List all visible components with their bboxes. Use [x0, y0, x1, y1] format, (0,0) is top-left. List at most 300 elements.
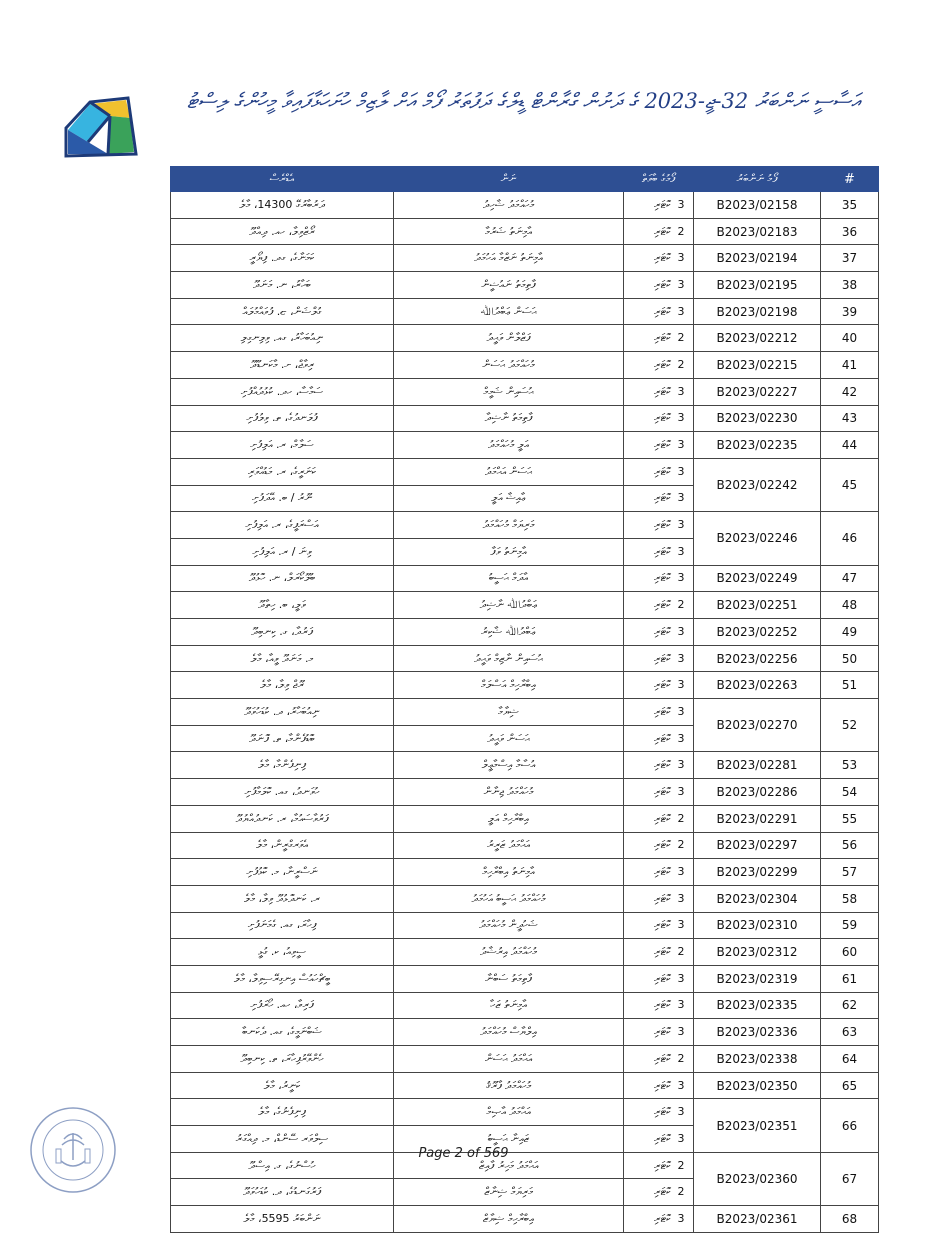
form-type [624, 565, 694, 592]
form-type-grade: 3 [677, 1025, 685, 1039]
form-type-category: ކޮޓަރި [654, 464, 671, 478]
applicant-address: ބުލޫކޯރަލް، ނ. ހޮޅުދޫ [171, 565, 394, 592]
table-row [171, 939, 879, 966]
form-type-grade: 3 [677, 704, 685, 718]
applicant-address: ސަމާސާ، ހދ. ކުޅުދުއްފުށި [171, 378, 394, 405]
form-type-category: ކޮޓަރި [654, 918, 671, 932]
form-type-category: ކޮޓަރި [654, 438, 671, 452]
row-number: 62 [821, 992, 879, 1019]
form-type-grade: 3 [677, 384, 685, 398]
applicant-name: އުސާމާ އިސްމާޢީލް [394, 752, 624, 779]
applicant-name: އާމިނަތު ޝަރުމާ [394, 218, 624, 245]
applicant-name: އިބްރާހިމް އަސްލަމް [394, 672, 624, 699]
applicant-address: ނިއުބަހާރު، ގއ. ވިލިނގިލި [171, 325, 394, 352]
form-type [624, 245, 694, 272]
form-number: B2023/02319 [694, 965, 821, 992]
applicant-address: ނަސްރީނާ، މ. ކޮޅުފުށި [171, 859, 394, 886]
applicant-address: ނޫރު / ބ. އޭދަފުށި [171, 485, 394, 512]
form-type-category: ކޮޓަރި [654, 1158, 671, 1172]
form-number: B2023/02263 [694, 672, 821, 699]
form-number: B2023/02351 [694, 1099, 821, 1152]
table-row [171, 1046, 879, 1073]
form-type-grade: 3 [677, 758, 685, 772]
applicant-address: ހުސްނުގެ، ގ. އިސްދޫ [171, 1152, 394, 1179]
table-row [171, 1019, 879, 1046]
applicant-name: އިލްޔާސް މުހައްމަދު [394, 1019, 624, 1046]
applicant-address: ކަމަނާގެ، ގދ. ފިޔޯރީ [171, 245, 394, 272]
row-number: 67 [821, 1152, 879, 1205]
form-type [624, 1072, 694, 1099]
form-type-grade: 2 [677, 1158, 685, 1172]
applicant-address: ވިނަ / ރ. އަލިފުށި [171, 538, 394, 565]
form-type-grade: 3 [677, 624, 685, 638]
form-type-category: ކޮޓަރި [654, 998, 671, 1012]
form-type-category: ކޮޓަރި [654, 304, 671, 318]
form-type-category: ކޮޓަރި [654, 598, 671, 612]
form-type [624, 1179, 694, 1206]
table-row [171, 432, 879, 459]
form-type-grade: 3 [677, 197, 685, 211]
form-type [624, 725, 694, 752]
logo-icon [64, 96, 148, 158]
applicant-name: މުހައްމަދު ޖިނާން [394, 779, 624, 806]
form-type [624, 538, 694, 565]
applicant-address: ރިވާޖް، ށ. މާކަނޑޫދޫ [171, 352, 394, 379]
form-number: B2023/02227 [694, 378, 821, 405]
table-row [171, 245, 879, 272]
form-type-category: ކޮޓަރި [654, 971, 671, 985]
form-type-category: ކޮޓަރި [654, 197, 671, 211]
form-number: B2023/02194 [694, 245, 821, 272]
form-number: B2023/02212 [694, 325, 821, 352]
form-number: B2023/02281 [694, 752, 821, 779]
form-type-grade: 3 [677, 1078, 685, 1092]
table-row [171, 512, 879, 539]
applicant-name: އާމިނަތު ޒަހާ [394, 992, 624, 1019]
row-number: 68 [821, 1206, 879, 1233]
form-type-grade: 3 [677, 1105, 685, 1119]
form-type-grade: 3 [677, 971, 685, 985]
applicant-address: ފިނިފެނުގެ، މާލެ [171, 1099, 394, 1126]
row-number: 64 [821, 1046, 879, 1073]
applicant-name: އަޙްމަދު އާޞިމް [394, 1099, 624, 1126]
row-number: 51 [821, 672, 879, 699]
applicant-address: ސަލާމް، ރ. އަލިފުށި [171, 432, 394, 459]
table-row [171, 218, 879, 245]
form-type [624, 592, 694, 619]
applicant-name: މަރިޔަމް މުހައްމަދު [394, 512, 624, 539]
form-type-category: ކޮޓަރި [654, 945, 671, 959]
row-number: 49 [821, 619, 879, 646]
applicant-address: ބަހާރު، ނ. މަނަދޫ [171, 272, 394, 299]
form-type [624, 752, 694, 779]
form-type-category: ކޮޓަރި [654, 277, 671, 291]
applicant-name: އަޙްމަދު މަހިރު ފާއިޒް [394, 1152, 624, 1179]
form-type [624, 645, 694, 672]
form-number: B2023/02350 [694, 1072, 821, 1099]
col-header-number: # [821, 167, 879, 192]
applicant-name: މުހައްމަދު ޙަސަން [394, 352, 624, 379]
row-number: 56 [821, 832, 879, 859]
form-type [624, 378, 694, 405]
form-type-category: ކޮޓަރި [654, 1211, 671, 1225]
applicant-address: ކަނަރީގެ، ރ. މަޑުއްވަރި [171, 458, 394, 485]
table-row [171, 672, 879, 699]
table-row [171, 378, 879, 405]
applicant-name: އާމިނަތު އިބްރާހިމް [394, 859, 624, 886]
row-number: 66 [821, 1099, 879, 1152]
table-row [171, 1206, 879, 1233]
form-type [624, 859, 694, 886]
row-number: 42 [821, 378, 879, 405]
form-type-category: ކޮޓަރި [654, 544, 671, 558]
applicant-address: އެވަރގްރީން، މާލެ [171, 832, 394, 859]
form-type-category: ކޮޓަރި [654, 678, 671, 692]
applicant-name: ފަޒްލާން ވަޙީދު [394, 325, 624, 352]
form-number: B2023/02195 [694, 272, 821, 299]
form-number: B2023/02246 [694, 512, 821, 565]
row-number: 52 [821, 699, 879, 752]
row-number: 61 [821, 965, 879, 992]
table-row [171, 699, 879, 726]
form-type [624, 512, 694, 539]
row-number: 58 [821, 885, 879, 912]
form-number: B2023/02251 [694, 592, 821, 619]
form-type [624, 298, 694, 325]
page-title: އަސާސީ ނަންބަރު 32-ޖީ-2023 ގެ ދަށުން ގްރާންޓް ޑީލްގެ ދަފުތަރު ފޯމް އަށް ލާޒިމް ހުށަހަޅާފައިވާ މީހުންގެ ލިސްޓު [187, 89, 860, 113]
form-type-grade: 3 [677, 464, 685, 478]
applicant-name: އާމިނަތު ވަފާ [394, 538, 624, 565]
form-type-grade: 3 [677, 544, 685, 558]
form-type-category: ކޮޓަރި [654, 224, 671, 238]
applicant-name: ފާތިމަތު ނައުޝީން [394, 272, 624, 299]
form-type-grade: 3 [677, 518, 685, 532]
applicant-address: ފުލަނދުގެ، ތ. ވިލުފުށި [171, 405, 394, 432]
form-type-category: ކޮޓަރި [654, 811, 671, 825]
form-type-grade: 2 [677, 811, 685, 825]
form-number: B2023/02291 [694, 805, 821, 832]
row-number: 45 [821, 458, 879, 511]
form-type-grade: 3 [677, 678, 685, 692]
table-row [171, 272, 879, 299]
form-number: B2023/02304 [694, 885, 821, 912]
form-type [624, 939, 694, 966]
table-row [171, 325, 879, 352]
applicant-name: ޙުސައިން ނާޒިމް ވަޙީދު [394, 645, 624, 672]
table-row [171, 752, 879, 779]
form-type [624, 458, 694, 485]
form-type-grade: 3 [677, 918, 685, 932]
applicant-address: ފިހާރަ، ގއ. ގެމަނަފުށި [171, 912, 394, 939]
applicant-address: ރޯޒްވިލާ، ހއ. ދިއްދޫ [171, 218, 394, 245]
form-type-grade: 3 [677, 1211, 685, 1225]
table-row [171, 912, 879, 939]
form-type [624, 1019, 694, 1046]
form-type-grade: 3 [677, 998, 685, 1012]
applicant-name: އާދަމް ޙަސީބު [394, 565, 624, 592]
applicant-address: ފިނިފެންމާ، މާލެ [171, 752, 394, 779]
applicant-address: ސީވިއު، ކ. ގުޅީ [171, 939, 394, 966]
applicants-table [170, 166, 879, 1233]
form-type-grade: 2 [677, 224, 685, 238]
applicant-name: މުހައްމަދު އިރުޝާދު [394, 939, 624, 966]
row-number: 44 [821, 432, 879, 459]
form-type [624, 672, 694, 699]
form-type-grade: 3 [677, 251, 685, 265]
form-type-grade: 3 [677, 784, 685, 798]
applicant-name: ޙަސަން އަޙްމަދު [394, 458, 624, 485]
applicant-address: ނިއުބަހާރު، ދ. ކުޑަހުވަދޫ [171, 699, 394, 726]
form-type-grade: 2 [677, 357, 685, 371]
table-row [171, 832, 879, 859]
row-number: 55 [821, 805, 879, 832]
table-header-row [171, 167, 879, 192]
form-type [624, 352, 694, 379]
form-type [624, 325, 694, 352]
applicant-name: ޝަހުދީން މުހައްމަދު [394, 912, 624, 939]
form-type [624, 485, 694, 512]
form-number: B2023/02242 [694, 458, 821, 511]
table-row [171, 965, 879, 992]
form-type-category: ކޮޓަރި [654, 865, 671, 879]
row-number: 63 [821, 1019, 879, 1046]
row-number: 41 [821, 352, 879, 379]
row-number: 35 [821, 192, 879, 219]
applicant-address: ދަރުބާރުގޭ 14300، މާލެ [171, 192, 394, 219]
row-number: 37 [821, 245, 879, 272]
form-type-grade: 3 [677, 571, 685, 585]
applicant-address: ހެންވޭރުފިހާރަ، ތ. ކިނބިދޫ [171, 1046, 394, 1073]
form-type [624, 885, 694, 912]
form-type-grade: 2 [677, 1185, 685, 1199]
form-type-category: ކޮޓަރި [654, 1078, 671, 1092]
applicant-name: ފާތިމަތު ސަބްނާ [394, 965, 624, 992]
applicant-name: ޝިޔާމާ [394, 699, 624, 726]
form-number: B2023/02215 [694, 352, 821, 379]
form-number: B2023/02299 [694, 859, 821, 886]
form-number: B2023/02297 [694, 832, 821, 859]
form-type-category: ކޮޓަރި [654, 1185, 671, 1199]
table-row [171, 885, 879, 912]
form-number: B2023/02256 [694, 645, 821, 672]
form-type-grade: 3 [677, 651, 685, 665]
row-number: 47 [821, 565, 879, 592]
row-number: 36 [821, 218, 879, 245]
applicant-address: ވަލީ، ބ. ހިތާދޫ [171, 592, 394, 619]
row-number: 54 [821, 779, 879, 806]
applicant-name: ޙަސަން ވަޙީދު [394, 725, 624, 752]
form-type-grade: 3 [677, 438, 685, 452]
form-number: B2023/02252 [694, 619, 821, 646]
form-type-category: ކޮޓަރި [654, 731, 671, 745]
form-type-grade: 3 [677, 277, 685, 291]
form-type-category: ކޮޓަރި [654, 784, 671, 798]
form-type-category: ކޮޓަރި [654, 624, 671, 638]
form-type-category: ކޮޓަރި [654, 357, 671, 371]
form-type-category: ކޮޓަރި [654, 891, 671, 905]
form-type-grade: 2 [677, 331, 685, 345]
form-number: B2023/02230 [694, 405, 821, 432]
applicant-name: ޢަބްދުﷲ ޝާކިރު [394, 619, 624, 646]
form-number: B2023/02183 [694, 218, 821, 245]
table-row [171, 592, 879, 619]
form-type-grade: 3 [677, 304, 685, 318]
form-type-category: ކޮޓަރި [654, 518, 671, 532]
form-type-category: ކޮޓަރި [654, 758, 671, 772]
form-type [624, 1046, 694, 1073]
form-number: B2023/02361 [694, 1206, 821, 1233]
form-type-grade: 3 [677, 1131, 685, 1145]
form-type [624, 992, 694, 1019]
applicant-address: ސިލްވަރ ސޭންޑް، މ. ދިއްގަރު [171, 1126, 394, 1153]
form-type [624, 1099, 694, 1126]
table-row [171, 779, 879, 806]
form-type [624, 912, 694, 939]
col-header-form-number: ފޯމު ނަންބަރު [694, 167, 821, 192]
row-number: 57 [821, 859, 879, 886]
row-number: 38 [821, 272, 879, 299]
page-number: Page 2 of 569 [418, 1146, 509, 1161]
form-type-grade: 3 [677, 411, 685, 425]
applicant-name: ފާތިމަތު ނާޝިދާ [394, 405, 624, 432]
form-number: B2023/02249 [694, 565, 821, 592]
form-type [624, 218, 694, 245]
applicant-name: މުހައްމަދު ފާރޫޤު [394, 1072, 624, 1099]
col-header-address: އެޑްރެސް [171, 167, 394, 192]
form-type-category: ކޮޓަރި [654, 651, 671, 665]
applicant-name: ޙަސަން ޢަބްދުﷲ [394, 298, 624, 325]
applicant-name: އިބްރާހިމް އަލީ [394, 805, 624, 832]
applicant-address: ރޫޖް ވިލާ، މާލެ [171, 672, 394, 699]
table-row [171, 405, 879, 432]
form-type [624, 405, 694, 432]
row-number: 60 [821, 939, 879, 966]
form-type-category: ކޮޓަރި [654, 411, 671, 425]
form-type-grade: 2 [677, 838, 685, 852]
row-number: 43 [821, 405, 879, 432]
row-number: 65 [821, 1072, 879, 1099]
row-number: 59 [821, 912, 879, 939]
form-number: B2023/02158 [694, 192, 821, 219]
form-type-category: ކޮޓަރި [654, 331, 671, 345]
applicant-address: ޝަބްނަމީގެ، ގއ. ދެކަނބާ [171, 1019, 394, 1046]
row-number: 40 [821, 325, 879, 352]
form-type-grade: 2 [677, 945, 685, 959]
form-type-grade: 2 [677, 598, 685, 612]
row-number: 50 [821, 645, 879, 672]
applicant-name: މުހައްމަދު ޝާހިދު [394, 192, 624, 219]
form-number: B2023/02312 [694, 939, 821, 966]
applicant-name: އިބްރާހިމް ޝިޔާޒް [394, 1206, 624, 1233]
form-number: B2023/02235 [694, 432, 821, 459]
applicant-name: އަޙްމަދު ޙަސަން [394, 1046, 624, 1073]
form-type-grade: 3 [677, 731, 685, 745]
col-header-name: ނަން [394, 167, 624, 192]
form-type-grade: 3 [677, 891, 685, 905]
form-type-grade: 3 [677, 491, 685, 505]
form-number: B2023/02338 [694, 1046, 821, 1073]
table-row [171, 619, 879, 646]
form-type [624, 805, 694, 832]
table-row [171, 352, 879, 379]
applicant-name: ޒައިނާ ޙަސީބު [394, 1126, 624, 1153]
form-type [624, 272, 694, 299]
applicant-address: ފަރުވާސައުމާ، ރ. ކަނދުއްޔުދޫ [171, 805, 394, 832]
form-type [624, 1206, 694, 1233]
applicant-address: ބީޗްހައުސް އިނގިރޭސިވިލާ، މާލެ [171, 965, 394, 992]
row-number: 48 [821, 592, 879, 619]
form-number: B2023/02270 [694, 699, 821, 752]
row-number: 46 [821, 512, 879, 565]
applicant-address: އަސްރަފީގެ، ރ. އަލިފުށި [171, 512, 394, 539]
form-type [624, 832, 694, 859]
applicant-name: ޢާއިޝާ އަލީ [394, 485, 624, 512]
table-row [171, 1099, 879, 1126]
applicant-address: މ. މަނަދޫ ވީއާ، މާލެ [171, 645, 394, 672]
form-type-category: ކޮޓަރި [654, 571, 671, 585]
form-number: B2023/02360 [694, 1152, 821, 1205]
applicant-address: ގުލްޝަން، ޏ. ފުވައްމުލައް [171, 298, 394, 325]
form-type-category: ކޮޓަރި [654, 1105, 671, 1119]
table-row [171, 992, 879, 1019]
col-header-form-type: ފޯމުގެ ބާވަތް [624, 167, 694, 192]
applicant-address: ފަރުދާ، ގ. ކިނބިދޫ [171, 619, 394, 646]
form-number: B2023/02335 [694, 992, 821, 1019]
applicant-address: ފަރުގަނޑުގެ، ދ. ކުޑަހުވަދޫ [171, 1179, 394, 1206]
form-type-category: ކޮޓަރި [654, 1025, 671, 1039]
form-type [624, 699, 694, 726]
table-body [171, 192, 879, 1233]
applicant-name: ޢަބްދުﷲ ނާޝިދު [394, 592, 624, 619]
table-row [171, 859, 879, 886]
form-type-category: ކޮޓަރި [654, 251, 671, 265]
table-row [171, 1072, 879, 1099]
table-row [171, 192, 879, 219]
form-type-category: ކޮޓަރި [654, 838, 671, 852]
form-type-category: ކޮޓަރި [654, 1051, 671, 1065]
form-number: B2023/02198 [694, 298, 821, 325]
applicant-address: ކަނީރު، މާލެ [171, 1072, 394, 1099]
applicant-address: ހުވަނދު، ގއ. ކޮލަމާފުށި [171, 779, 394, 806]
form-type-category: ކޮޓަރި [654, 384, 671, 398]
applicant-name: އާމިނަތު ނަޒްމާ އަހުމަދު [394, 245, 624, 272]
applicant-name: މަރިޔަމް ޝިނާޒް [394, 1179, 624, 1206]
form-type-category: ކޮޓަރި [654, 491, 671, 505]
applicant-address: ބޮޑުފެންމާ، ތ. ފޮނަދޫ [171, 725, 394, 752]
applicant-address: ނަންބަރު 5595، މާލެ [171, 1206, 394, 1233]
applicant-name: މުހައްމަދު ޙަސީބު އަހުމަދު [394, 885, 624, 912]
form-type [624, 779, 694, 806]
form-number: B2023/02310 [694, 912, 821, 939]
table-row [171, 298, 879, 325]
form-type [624, 432, 694, 459]
form-type-category: ކޮޓަރި [654, 704, 671, 718]
row-number: 53 [821, 752, 879, 779]
form-type [624, 965, 694, 992]
form-type-grade: 3 [677, 865, 685, 879]
applicant-address: ފަރިވާ، ހއ. ހޯރަފުށި [171, 992, 394, 1019]
applicant-name: އަޙްމަދު ޒަރީރު [394, 832, 624, 859]
table-row [171, 645, 879, 672]
applicant-address: ރ. ކަނދޮޅުދޫ ވިލާ، މާލެ [171, 885, 394, 912]
applicant-name: ޙުސައިން ޝަމީމް [394, 378, 624, 405]
row-number: 39 [821, 298, 879, 325]
form-type-grade: 2 [677, 1051, 685, 1065]
form-type-category: ކޮޓަރި [654, 1131, 671, 1145]
form-type [624, 192, 694, 219]
applicant-name: އަލީ މުހައްމަދު [394, 432, 624, 459]
table-row [171, 458, 879, 485]
